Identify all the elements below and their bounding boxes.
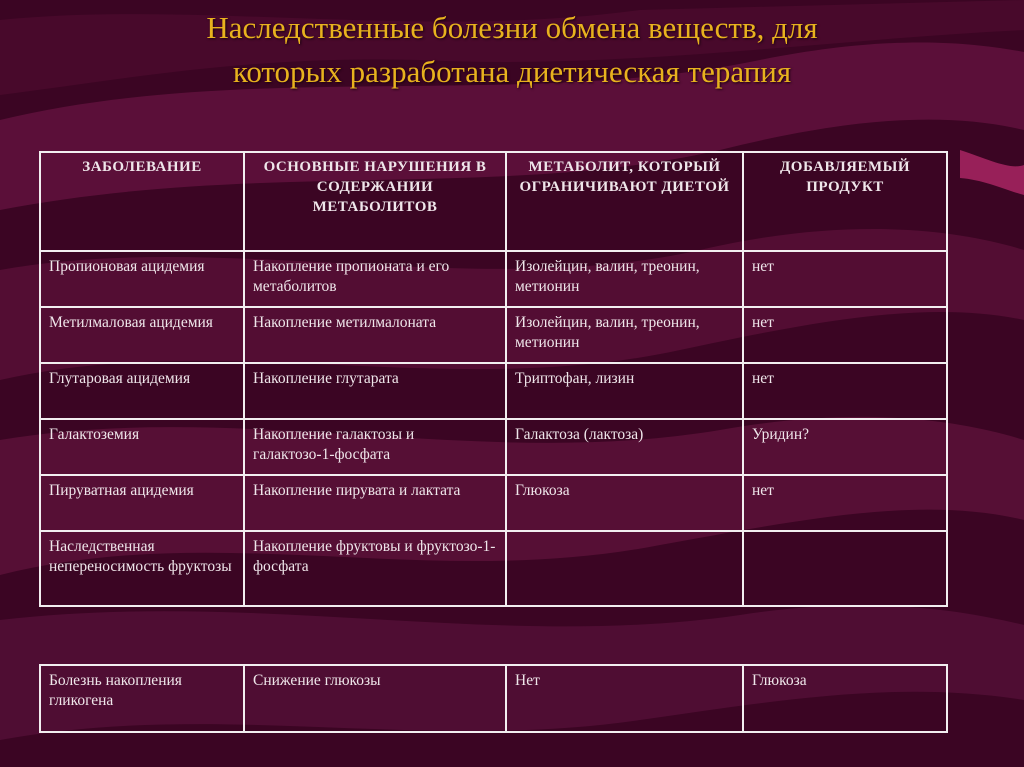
cell-disease: Галактоземия: [40, 419, 244, 475]
diseases-table: [39, 151, 948, 607]
cell-product: [743, 531, 947, 606]
cell-disease: Пируватная ацидемия: [40, 475, 244, 531]
cell-metabolite: Галактоза (лактоза): [506, 419, 743, 475]
cell-disease: Пропионовая ацидемия: [40, 251, 244, 307]
table-row: [40, 307, 947, 363]
title-line-2: которых разработана диетическая терапия: [232, 54, 792, 89]
cell-metabolite: Глюкоза: [506, 475, 743, 531]
cell-disease: Наследственная непереносимость фруктозы: [40, 531, 244, 606]
cell-metabolite: Триптофан, лизин: [506, 363, 743, 419]
slide-title: [0, 6, 1024, 94]
cell-disorder: Накопление галактозы и галактозо-1-фосфата: [244, 419, 506, 475]
cell-disease: Метилмаловая ацидемия: [40, 307, 244, 363]
header-added-product: ДОБАВЛЯЕМЫЙ ПРОДУКТ: [743, 152, 947, 251]
table-row: [40, 419, 947, 475]
cell-product: нет: [743, 475, 947, 531]
table-row: [40, 251, 947, 307]
cell-disorder: Накопление фруктовы и фруктозо-1-фосфата: [244, 531, 506, 606]
table-header-row: [40, 152, 947, 251]
glycogen-table: [39, 664, 948, 733]
cell-disorder: Снижение глюкозы: [244, 665, 506, 732]
cell-product: Уридин?: [743, 419, 947, 475]
table-row: [40, 363, 947, 419]
header-disease: ЗАБОЛЕВАНИЕ: [40, 152, 244, 251]
cell-metabolite: Изолейцин, валин, треонин, метионин: [506, 251, 743, 307]
header-disorders: ОСНОВНЫЕ НАРУШЕНИЯ В СОДЕРЖАНИИ МЕТАБОЛИТОВ: [244, 152, 506, 251]
cell-metabolite: [506, 531, 743, 606]
table-row: [40, 665, 947, 732]
cell-disorder: Накопление метилмалоната: [244, 307, 506, 363]
cell-metabolite: Нет: [506, 665, 743, 732]
cell-product: Глюкоза: [743, 665, 947, 732]
header-restricted-metabolite: МЕТАБОЛИТ, КОТОРЫЙ ОГРАНИЧИВАЮТ ДИЕТОЙ: [506, 152, 743, 251]
cell-metabolite: Изолейцин, валин, треонин, метионин: [506, 307, 743, 363]
cell-disease: Болезнь накопления гликогена: [40, 665, 244, 732]
table-row: [40, 531, 947, 606]
cell-disorder: Накопление пирувата и лактата: [244, 475, 506, 531]
cell-product: нет: [743, 307, 947, 363]
cell-product: нет: [743, 363, 947, 419]
table-row: [40, 475, 947, 531]
cell-disorder: Накопление пропионата и его метаболитов: [244, 251, 506, 307]
cell-product: нет: [743, 251, 947, 307]
title-line-1: Наследственные болезни обмена веществ, для: [206, 10, 818, 45]
cell-disease: Глутаровая ацидемия: [40, 363, 244, 419]
cell-disorder: Накопление глутарата: [244, 363, 506, 419]
